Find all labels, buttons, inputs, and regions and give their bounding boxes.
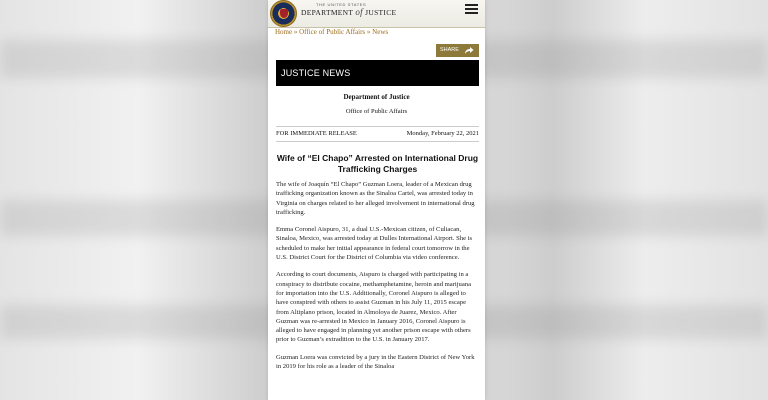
hamburger-menu-icon[interactable] xyxy=(465,4,478,14)
brand-subtitle: THE UNITED STATES xyxy=(316,2,367,7)
office-name: Office of Public Affairs xyxy=(345,108,408,115)
justice-news-label: JUSTICE NEWS xyxy=(281,68,351,78)
divider xyxy=(276,141,479,142)
breadcrumb-news-link[interactable]: News xyxy=(372,28,389,36)
release-date: Monday, February 22, 2021 xyxy=(406,130,479,137)
breadcrumb-home-link[interactable]: Home xyxy=(275,28,293,36)
brand-word-of: of xyxy=(355,7,363,17)
article-body xyxy=(276,180,479,379)
breadcrumb-separator: » xyxy=(293,28,298,36)
breadcrumb-separator: » xyxy=(366,28,371,36)
breadcrumb-office-link[interactable]: Office of Public Affairs xyxy=(299,28,366,36)
brand-title[interactable] xyxy=(301,7,396,17)
article-headline: Wife of “El Chapo” Arrested on International Drug Trafficking Charges xyxy=(276,153,479,174)
divider xyxy=(276,126,479,127)
release-label: FOR IMMEDIATE RELEASE xyxy=(276,130,357,137)
justice-news-banner xyxy=(276,60,479,86)
article-paragraph: The wife of Joaquín “El Chapo” Guzman Loera, leader of a Mexican drug trafficking organization known as the Sinaloa Cartel, was arrested today in Virginia on charges related to her alleged involvement in international drug trafficking. xyxy=(276,181,475,216)
share-button[interactable] xyxy=(436,44,479,57)
brand-word-department: DEPARTMENT xyxy=(301,8,354,17)
release-row xyxy=(276,130,479,137)
department-name: Department of Justice xyxy=(343,93,410,101)
mobile-page xyxy=(268,0,485,400)
article-paragraph: According to court documents, Aispuro is charged with participating in a conspiracy to distribute cocaine, methamphetamine, heroin and marijuana for importation into the U.S. Additionally, Coronel Aispuro is alleged to have conspired with others to assist Guzman in his July 11, 2015 escape from Altiplano prison, located in Almoloya de Juarez, Mexico. After Guzman was re-arrested in Mexico in January 2016, Coronel Aispuro is alleged to have engaged in planning yet another prison escape with others prior to Guzman’s extradition to the U.S. in January 2017. xyxy=(276,271,471,344)
share-arrow-icon xyxy=(464,46,474,55)
doj-seal-logo[interactable] xyxy=(270,0,297,27)
article-paragraph: Guzman Loera was convicted by a jury in the Eastern District of New York in 2019 for his role as a leader of the Sinaloa xyxy=(276,353,475,371)
share-label: SHARE xyxy=(440,47,459,53)
article-paragraph: Emma Coronel Aispuro, 31, a dual U.S.-Mexican citizen, of Culiacan, Sinaloa, Mexico, was arrested today at Dulles International Airport. She is scheduled to make her initial appearance in federal court tomorrow in the U.S. District Court for the District of Columbia via video conference. xyxy=(276,226,473,262)
breadcrumb xyxy=(275,28,388,36)
site-header xyxy=(268,0,485,28)
brand-word-justice: JUSTICE xyxy=(365,8,397,17)
